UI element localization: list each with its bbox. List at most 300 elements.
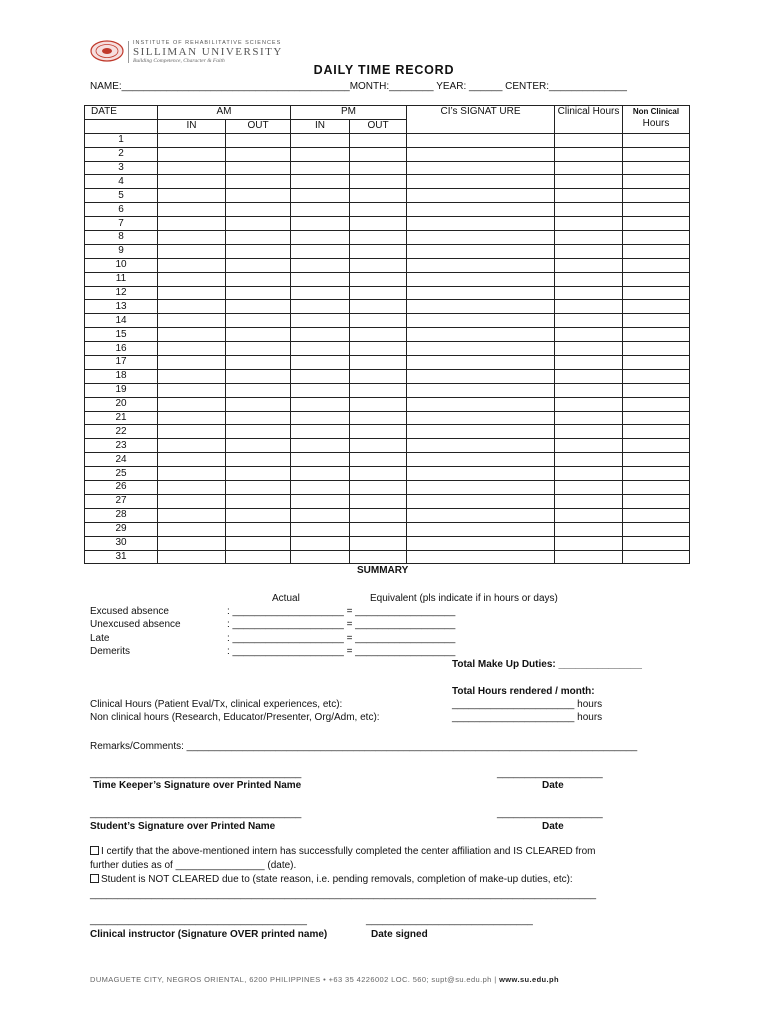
am-in-cell[interactable] [158, 356, 226, 370]
am-in-cell[interactable] [158, 439, 226, 453]
ci-signature-cell[interactable] [407, 244, 555, 258]
pm-out-cell[interactable] [350, 175, 407, 189]
table-row [85, 328, 690, 342]
pm-in-cell[interactable] [291, 425, 350, 439]
non-clinical-hours-cell[interactable] [623, 161, 690, 175]
non-clinical-hours-cell[interactable] [623, 467, 690, 481]
day-number: 21 [85, 411, 158, 425]
ci-signature-cell[interactable] [407, 286, 555, 300]
not-cleared-checkbox[interactable] [90, 874, 99, 883]
footer-address: DUMAGUETE CITY, NEGROS ORIENTAL, 6200 PHILIPPINES • +63 35 4226002 LOC. 560; supt@su.edu.ph | [90, 975, 500, 984]
pm-in-cell[interactable] [291, 272, 350, 286]
non-clinical-hours-cell[interactable] [623, 314, 690, 328]
pm-out-cell[interactable] [350, 425, 407, 439]
am-in-cell[interactable] [158, 383, 226, 397]
name-month-year-center-line: NAME:_________________________________________MONTH:________ YEAR: ______ CENTER:______________ [90, 81, 627, 92]
pm-in-cell[interactable] [291, 147, 350, 161]
pm-out-cell[interactable] [350, 258, 407, 272]
ci-signature-cell[interactable] [407, 189, 555, 203]
total-makeup-duties: Total Make Up Duties: _______________ [452, 659, 642, 670]
am-in-cell[interactable] [158, 175, 226, 189]
table-row [85, 536, 690, 550]
ci-signature-cell[interactable] [407, 453, 555, 467]
am-in-cell[interactable] [158, 217, 226, 231]
non-clinical-hours-cell[interactable] [623, 411, 690, 425]
pm-in-cell[interactable] [291, 231, 350, 245]
non-clinical-hours-cell[interactable] [623, 175, 690, 189]
clinical-hours-cell[interactable] [555, 244, 623, 258]
clinical-hours-cell[interactable] [555, 453, 623, 467]
non-clinical-hours-cell[interactable] [623, 300, 690, 314]
ci-signature-cell[interactable] [407, 147, 555, 161]
am-in-cell[interactable] [158, 481, 226, 495]
non-clinical-hours-cell[interactable] [623, 536, 690, 550]
cleared-certification [90, 846, 596, 857]
ci-signature-cell[interactable] [407, 217, 555, 231]
am-out-cell[interactable] [226, 342, 291, 356]
am-in-cell[interactable] [158, 147, 226, 161]
ci-signature-cell[interactable] [407, 425, 555, 439]
am-out-cell[interactable] [226, 258, 291, 272]
pm-out-cell[interactable] [350, 508, 407, 522]
unexcused-absence-label: Unexcused absence [90, 619, 181, 630]
non-clinical-hours-cell[interactable] [623, 481, 690, 495]
pm-out-cell[interactable] [350, 161, 407, 175]
pm-in-cell[interactable] [291, 383, 350, 397]
ci-signature-cell[interactable] [407, 439, 555, 453]
am-out-cell[interactable] [226, 286, 291, 300]
day-number: 5 [85, 189, 158, 203]
non-clinical-hours-cell[interactable] [623, 272, 690, 286]
clinical-hours-cell[interactable] [555, 189, 623, 203]
day-number: 29 [85, 522, 158, 536]
clinical-hours-cell[interactable] [555, 397, 623, 411]
am-out-cell[interactable] [226, 411, 291, 425]
am-in-cell[interactable] [158, 133, 226, 147]
pm-out-cell[interactable] [350, 397, 407, 411]
unexcused-absence-field: : ____________________ = __________________ [227, 619, 456, 630]
am-in-cell[interactable] [158, 425, 226, 439]
day-number: 14 [85, 314, 158, 328]
ci-signature-cell[interactable] [407, 161, 555, 175]
late-label: Late [90, 633, 110, 644]
am-out-cell[interactable] [226, 133, 291, 147]
day-number: 1 [85, 133, 158, 147]
pm-in-cell[interactable] [291, 508, 350, 522]
clinical-hours-cell[interactable] [555, 425, 623, 439]
non-clinical-hours-cell[interactable] [623, 522, 690, 536]
am-out-cell[interactable] [226, 494, 291, 508]
non-clinical-hours-cell[interactable] [623, 217, 690, 231]
pm-in-cell[interactable] [291, 189, 350, 203]
day-number: 25 [85, 467, 158, 481]
pm-in-cell[interactable] [291, 453, 350, 467]
pm-in-cell[interactable] [291, 467, 350, 481]
ci-signature-cell[interactable] [407, 550, 555, 564]
am-out-cell[interactable] [226, 425, 291, 439]
pm-out-cell[interactable] [350, 453, 407, 467]
ci-signature-cell[interactable] [407, 356, 555, 370]
clinical-hours-cell[interactable] [555, 550, 623, 564]
clinical-hours-cell[interactable] [555, 300, 623, 314]
clinical-hours-cell[interactable] [555, 536, 623, 550]
am-out-cell[interactable] [226, 203, 291, 217]
equivalent-column-label: Equivalent (pls indicate if in hours or days) [370, 593, 558, 604]
ci-signature-cell[interactable] [407, 369, 555, 383]
pm-in-cell[interactable] [291, 550, 350, 564]
am-in-cell[interactable] [158, 522, 226, 536]
am-in-cell[interactable] [158, 161, 226, 175]
timekeeper-signature-label: Time Keeper’s Signature over Printed Name [93, 780, 302, 791]
non-clinical-hours-cell[interactable] [623, 494, 690, 508]
am-out-cell[interactable] [226, 536, 291, 550]
am-out-cell[interactable] [226, 467, 291, 481]
ci-signature-cell[interactable] [407, 397, 555, 411]
am-out-cell[interactable] [226, 522, 291, 536]
day-number: 6 [85, 203, 158, 217]
non-clinical-hours-cell[interactable] [623, 342, 690, 356]
non-clinical-hours-cell[interactable] [623, 356, 690, 370]
am-out-cell[interactable] [226, 481, 291, 495]
pm-out-cell[interactable] [350, 286, 407, 300]
am-in-cell[interactable] [158, 550, 226, 564]
ci-signature-cell[interactable] [407, 231, 555, 245]
non-clinical-hours-cell[interactable] [623, 508, 690, 522]
am-in-cell[interactable] [158, 203, 226, 217]
pm-out-cell[interactable] [350, 522, 407, 536]
day-number: 7 [85, 217, 158, 231]
am-in-cell[interactable] [158, 467, 226, 481]
non-clinical-hours-header [623, 106, 690, 134]
clinical-hours-cell[interactable] [555, 231, 623, 245]
pm-out-cell[interactable] [350, 231, 407, 245]
pm-out-cell[interactable] [350, 328, 407, 342]
am-in-header: IN [158, 119, 226, 133]
clinical-hours-cell[interactable] [555, 383, 623, 397]
table-row [85, 425, 690, 439]
non-clinical-hours-cell[interactable] [623, 189, 690, 203]
pm-in-cell[interactable] [291, 161, 350, 175]
non-clinical-hours-cell[interactable] [623, 328, 690, 342]
table-row [85, 286, 690, 300]
ci-signature-cell[interactable] [407, 536, 555, 550]
am-out-header: OUT [226, 119, 291, 133]
footer-website-link[interactable]: www.su.edu.ph [499, 975, 559, 984]
am-in-cell[interactable] [158, 231, 226, 245]
student-signature-label: Student’s Signature over Printed Name [90, 821, 276, 832]
table-row [85, 453, 690, 467]
non-clinical-hours-cell[interactable] [623, 244, 690, 258]
non-clinical-hours-cell[interactable] [623, 383, 690, 397]
am-out-cell[interactable] [226, 175, 291, 189]
am-out-cell[interactable] [226, 314, 291, 328]
non-clinical-hours-cell[interactable] [623, 133, 690, 147]
non-clinical-hours-cell[interactable] [623, 439, 690, 453]
ci-signature-cell[interactable] [407, 383, 555, 397]
day-number: 11 [85, 272, 158, 286]
clinical-hours-cell[interactable] [555, 481, 623, 495]
cleared-checkbox[interactable] [90, 846, 99, 855]
pm-in-cell[interactable] [291, 203, 350, 217]
am-in-cell[interactable] [158, 494, 226, 508]
am-out-cell[interactable] [226, 244, 291, 258]
clinical-hours-cell[interactable] [555, 369, 623, 383]
clinical-hours-cell[interactable] [555, 203, 623, 217]
clinical-hours-cell[interactable] [555, 467, 623, 481]
table-row [85, 411, 690, 425]
clinical-hours-cell[interactable] [555, 522, 623, 536]
date-signed-label: Date signed [371, 929, 428, 940]
pm-in-cell[interactable] [291, 244, 350, 258]
am-in-cell[interactable] [158, 342, 226, 356]
pm-out-cell[interactable] [350, 550, 407, 564]
pm-out-cell[interactable] [350, 439, 407, 453]
am-out-cell[interactable] [226, 161, 291, 175]
ci-signature-cell[interactable] [407, 203, 555, 217]
remarks-comments: Remarks/Comments: _________________________________________________________________________________ [90, 741, 638, 752]
pm-in-cell[interactable] [291, 481, 350, 495]
am-in-cell[interactable] [158, 272, 226, 286]
pm-in-cell[interactable] [291, 217, 350, 231]
clinical-hours-label: Clinical Hours (Patient Eval/Tx, clinical experiences, etc): [90, 699, 343, 710]
timekeeper-date-label: Date [542, 780, 564, 791]
am-out-cell[interactable] [226, 328, 291, 342]
ci-signature-cell[interactable] [407, 328, 555, 342]
day-number: 4 [85, 175, 158, 189]
footer-contact [90, 975, 559, 984]
ci-signature-cell[interactable] [407, 508, 555, 522]
pm-in-cell[interactable] [291, 328, 350, 342]
ci-signature-cell[interactable] [407, 258, 555, 272]
clinical-hours-cell[interactable] [555, 161, 623, 175]
non-clinical-hours-cell[interactable] [623, 286, 690, 300]
am-out-cell[interactable] [226, 231, 291, 245]
not-cleared-statement [90, 874, 573, 885]
ci-signature-cell[interactable] [407, 411, 555, 425]
am-out-cell[interactable] [226, 272, 291, 286]
non-clinical-hours-cell[interactable] [623, 397, 690, 411]
non-clinical-hours-cell[interactable] [623, 231, 690, 245]
student-date-label: Date [542, 821, 564, 832]
ci-signature-cell[interactable] [407, 300, 555, 314]
university-seal-icon [90, 40, 124, 62]
clinical-hours-cell[interactable] [555, 439, 623, 453]
clinical-hours-field: ______________________ hours [452, 699, 603, 710]
day-number: 20 [85, 397, 158, 411]
pm-in-cell[interactable] [291, 522, 350, 536]
am-in-cell[interactable] [158, 411, 226, 425]
am-in-cell[interactable] [158, 328, 226, 342]
table-row [85, 258, 690, 272]
clinical-hours-cell[interactable] [555, 356, 623, 370]
clinical-instructor-label: Clinical instructor (Signature OVER printed name) [90, 929, 328, 940]
date-subheader [85, 119, 158, 133]
pm-out-cell[interactable] [350, 481, 407, 495]
am-out-cell[interactable] [226, 383, 291, 397]
pm-out-cell[interactable] [350, 411, 407, 425]
clinical-hours-cell[interactable] [555, 175, 623, 189]
am-out-cell[interactable] [226, 439, 291, 453]
day-number: 8 [85, 231, 158, 245]
pm-out-cell[interactable] [350, 272, 407, 286]
am-in-cell[interactable] [158, 286, 226, 300]
ci-signature-cell[interactable] [407, 342, 555, 356]
day-number: 18 [85, 369, 158, 383]
clinical-hours-cell[interactable] [555, 314, 623, 328]
non-clinical-label: Non Clinical [632, 107, 680, 116]
pm-out-cell[interactable] [350, 147, 407, 161]
pm-out-header: OUT [350, 119, 407, 133]
pm-out-cell[interactable] [350, 189, 407, 203]
pm-in-cell[interactable] [291, 175, 350, 189]
non-clinical-hours-cell[interactable] [623, 425, 690, 439]
non-clinical-hours-label: Non clinical hours (Research, Educator/Presenter, Org/Adm, etc): [90, 712, 380, 723]
am-in-cell[interactable] [158, 397, 226, 411]
am-in-cell[interactable] [158, 300, 226, 314]
ci-signature-cell[interactable] [407, 175, 555, 189]
am-in-cell[interactable] [158, 536, 226, 550]
ci-signature-cell[interactable] [407, 522, 555, 536]
pm-out-cell[interactable] [350, 244, 407, 258]
clinical-hours-cell[interactable] [555, 508, 623, 522]
pm-out-cell[interactable] [350, 369, 407, 383]
day-number: 19 [85, 383, 158, 397]
pm-out-cell[interactable] [350, 300, 407, 314]
pm-out-cell[interactable] [350, 342, 407, 356]
pm-in-cell[interactable] [291, 494, 350, 508]
pm-out-cell[interactable] [350, 356, 407, 370]
am-out-cell[interactable] [226, 369, 291, 383]
ci-signature-cell[interactable] [407, 481, 555, 495]
am-in-cell[interactable] [158, 189, 226, 203]
non-clinical-hours-cell[interactable] [623, 550, 690, 564]
day-number: 27 [85, 494, 158, 508]
table-row [85, 342, 690, 356]
pm-in-cell[interactable] [291, 300, 350, 314]
am-in-cell[interactable] [158, 369, 226, 383]
table-row [85, 522, 690, 536]
clinical-hours-cell[interactable] [555, 217, 623, 231]
ci-signature-header: CI’s SIGNAT URE [407, 106, 555, 134]
not-cleared-text: Student is NOT CLEARED due to (state reason, i.e. pending removals, completion of make-up duties, etc): [101, 874, 573, 885]
pm-in-cell[interactable] [291, 258, 350, 272]
pm-in-cell[interactable] [291, 439, 350, 453]
ci-signature-cell[interactable] [407, 133, 555, 147]
am-out-cell[interactable] [226, 550, 291, 564]
day-number: 9 [85, 244, 158, 258]
pm-out-cell[interactable] [350, 133, 407, 147]
am-out-cell[interactable] [226, 397, 291, 411]
pm-out-cell[interactable] [350, 467, 407, 481]
table-row [85, 467, 690, 481]
non-clinical-hours-cell[interactable] [623, 258, 690, 272]
am-out-cell[interactable] [226, 453, 291, 467]
ci-signature-cell[interactable] [407, 314, 555, 328]
day-number: 30 [85, 536, 158, 550]
non-clinical-hours-cell[interactable] [623, 147, 690, 161]
am-in-cell[interactable] [158, 314, 226, 328]
pm-out-cell[interactable] [350, 314, 407, 328]
table-row [85, 481, 690, 495]
clinical-hours-cell[interactable] [555, 133, 623, 147]
table-row [85, 439, 690, 453]
pm-in-cell[interactable] [291, 342, 350, 356]
pm-out-cell[interactable] [350, 536, 407, 550]
total-hours-rendered-label: Total Hours rendered / month: [452, 686, 595, 697]
time-record-table [84, 105, 690, 564]
clinical-hours-cell[interactable] [555, 328, 623, 342]
day-number: 28 [85, 508, 158, 522]
pm-in-cell[interactable] [291, 133, 350, 147]
table-row [85, 203, 690, 217]
pm-in-cell[interactable] [291, 536, 350, 550]
non-clinical-hours-cell[interactable] [623, 369, 690, 383]
clinical-hours-cell[interactable] [555, 147, 623, 161]
clinical-hours-cell[interactable] [555, 286, 623, 300]
late-field: : ____________________ = __________________ [227, 633, 456, 644]
cleared-text: I certify that the above-mentioned intern has successfully completed the center affiliation and IS CLEARED from [101, 846, 596, 857]
university-name: SILLIMAN UNIVERSITY [133, 46, 283, 58]
pm-in-cell[interactable] [291, 369, 350, 383]
pm-in-header: IN [291, 119, 350, 133]
am-in-cell[interactable] [158, 244, 226, 258]
clinical-hours-cell[interactable] [555, 258, 623, 272]
day-number: 24 [85, 453, 158, 467]
pm-in-cell[interactable] [291, 314, 350, 328]
pm-in-cell[interactable] [291, 356, 350, 370]
am-out-cell[interactable] [226, 300, 291, 314]
actual-column-label: Actual [272, 593, 300, 604]
non-clinical-hours-cell[interactable] [623, 453, 690, 467]
table-row [85, 356, 690, 370]
ci-signature-cell[interactable] [407, 494, 555, 508]
am-header: AM [158, 106, 291, 120]
am-out-cell[interactable] [226, 356, 291, 370]
am-out-cell[interactable] [226, 508, 291, 522]
ci-signature-cell[interactable] [407, 467, 555, 481]
time-record-rows [85, 133, 690, 564]
am-out-cell[interactable] [226, 189, 291, 203]
hours-label: Hours [642, 118, 670, 129]
pm-in-cell[interactable] [291, 411, 350, 425]
pm-out-cell[interactable] [350, 383, 407, 397]
pm-out-cell[interactable] [350, 203, 407, 217]
am-in-cell[interactable] [158, 508, 226, 522]
clinical-hours-cell[interactable] [555, 494, 623, 508]
clinical-hours-cell[interactable] [555, 272, 623, 286]
non-clinical-hours-cell[interactable] [623, 203, 690, 217]
am-in-cell[interactable] [158, 453, 226, 467]
am-in-cell[interactable] [158, 258, 226, 272]
pm-out-cell[interactable] [350, 217, 407, 231]
table-row [85, 147, 690, 161]
table-row [85, 161, 690, 175]
clinical-hours-cell[interactable] [555, 342, 623, 356]
am-out-cell[interactable] [226, 217, 291, 231]
table-row [85, 300, 690, 314]
clinical-instructor-signature-line: _______________________________________ [90, 915, 307, 926]
table-row [85, 272, 690, 286]
day-number: 13 [85, 300, 158, 314]
pm-in-cell[interactable] [291, 286, 350, 300]
pm-out-cell[interactable] [350, 494, 407, 508]
table-row [85, 175, 690, 189]
am-out-cell[interactable] [226, 147, 291, 161]
pm-in-cell[interactable] [291, 397, 350, 411]
institute-name: INSTITUTE OF REHABILITATIVE SCIENCES [133, 40, 282, 46]
ci-signature-cell[interactable] [407, 272, 555, 286]
clinical-hours-cell[interactable] [555, 411, 623, 425]
